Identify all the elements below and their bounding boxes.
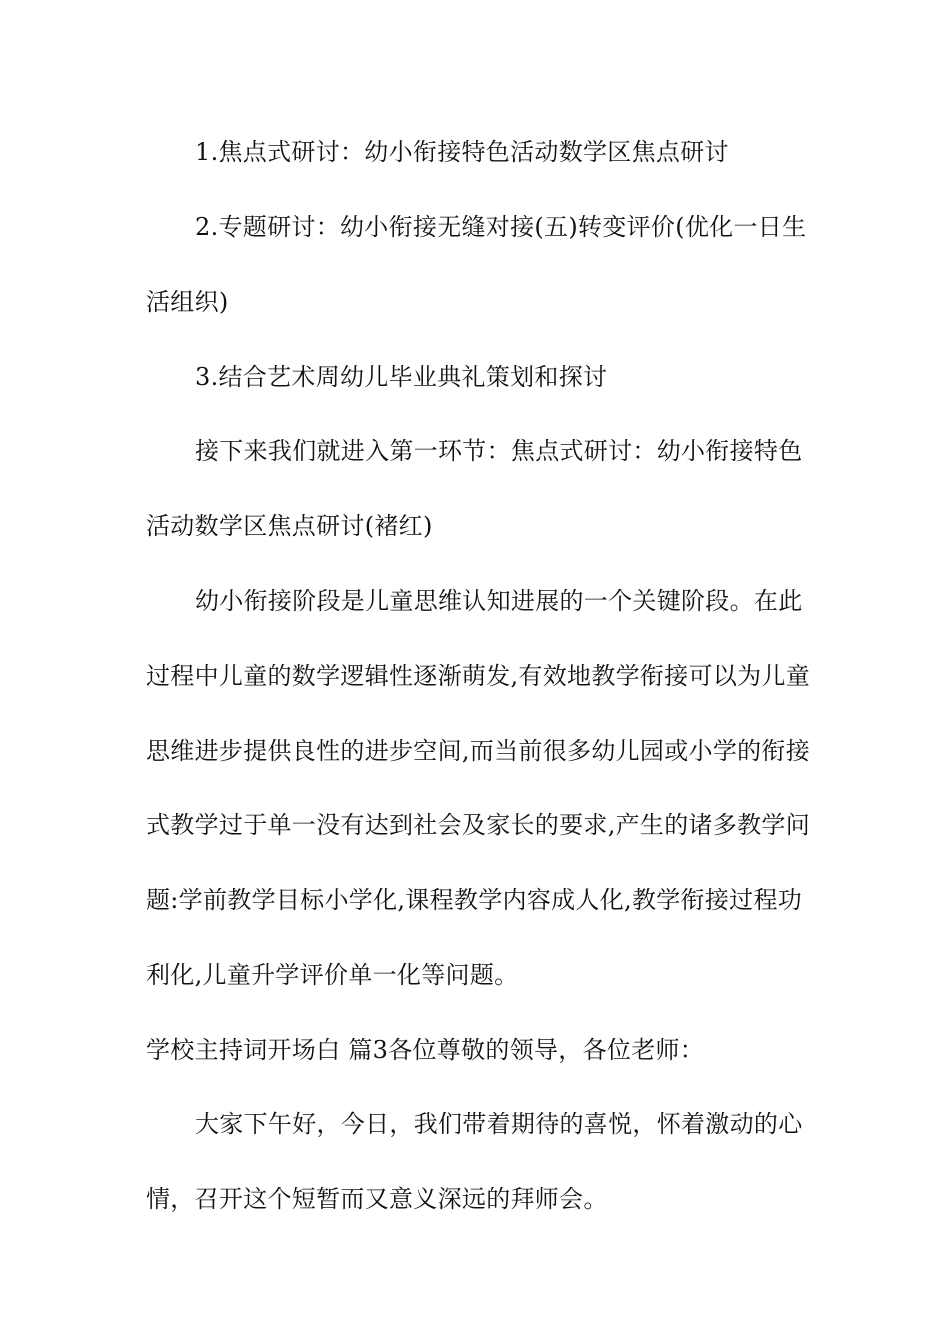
paragraph-first-segment: 接下来我们就进入第一环节：焦点式研讨：幼小衔接特色 xyxy=(195,437,803,465)
section-heading-opening: 学校主持词开场白 篇3各位尊敬的领导，各位老师： xyxy=(146,1036,705,1064)
paragraph-transition-line-5: 题:学前教学目标小学化,课程教学内容成人化,教学衔接过程功 xyxy=(146,886,803,914)
paragraph-transition-line-4: 式教学过于单一没有达到社会及家长的要求,产生的诸多教学问 xyxy=(146,811,811,839)
paragraph-first-segment-continued: 活动数学区焦点研讨(褚红) xyxy=(146,512,433,540)
agenda-item-3: 3.结合艺术周幼儿毕业典礼策划和探讨 xyxy=(195,363,608,391)
agenda-item-2: 2.专题研讨：幼小衔接无缝对接(五)转变评价(优化一日生 xyxy=(195,213,807,241)
agenda-item-2-continued: 活组织) xyxy=(146,288,229,316)
paragraph-transition: 幼小衔接阶段是儿童思维认知进展的一个关键阶段。在此 xyxy=(195,587,803,615)
paragraph-transition-line-3: 思维进步提供良性的进步空间,而当前很多幼儿园或小学的衔接 xyxy=(146,737,811,765)
paragraph-transition-line-6: 利化,儿童升学评价单一化等问题。 xyxy=(146,961,519,989)
paragraph-transition-line-2: 过程中儿童的数学逻辑性逐渐萌发,有效地教学衔接可以为儿童 xyxy=(146,662,811,690)
agenda-item-1: 1.焦点式研讨：幼小衔接特色活动数学区焦点研讨 xyxy=(195,138,729,166)
opening-greeting-continued: 情，召开这个短暂而又意义深远的拜师会。 xyxy=(146,1185,608,1213)
opening-greeting: 大家下午好，今日，我们带着期待的喜悦，怀着激动的心 xyxy=(195,1110,803,1138)
